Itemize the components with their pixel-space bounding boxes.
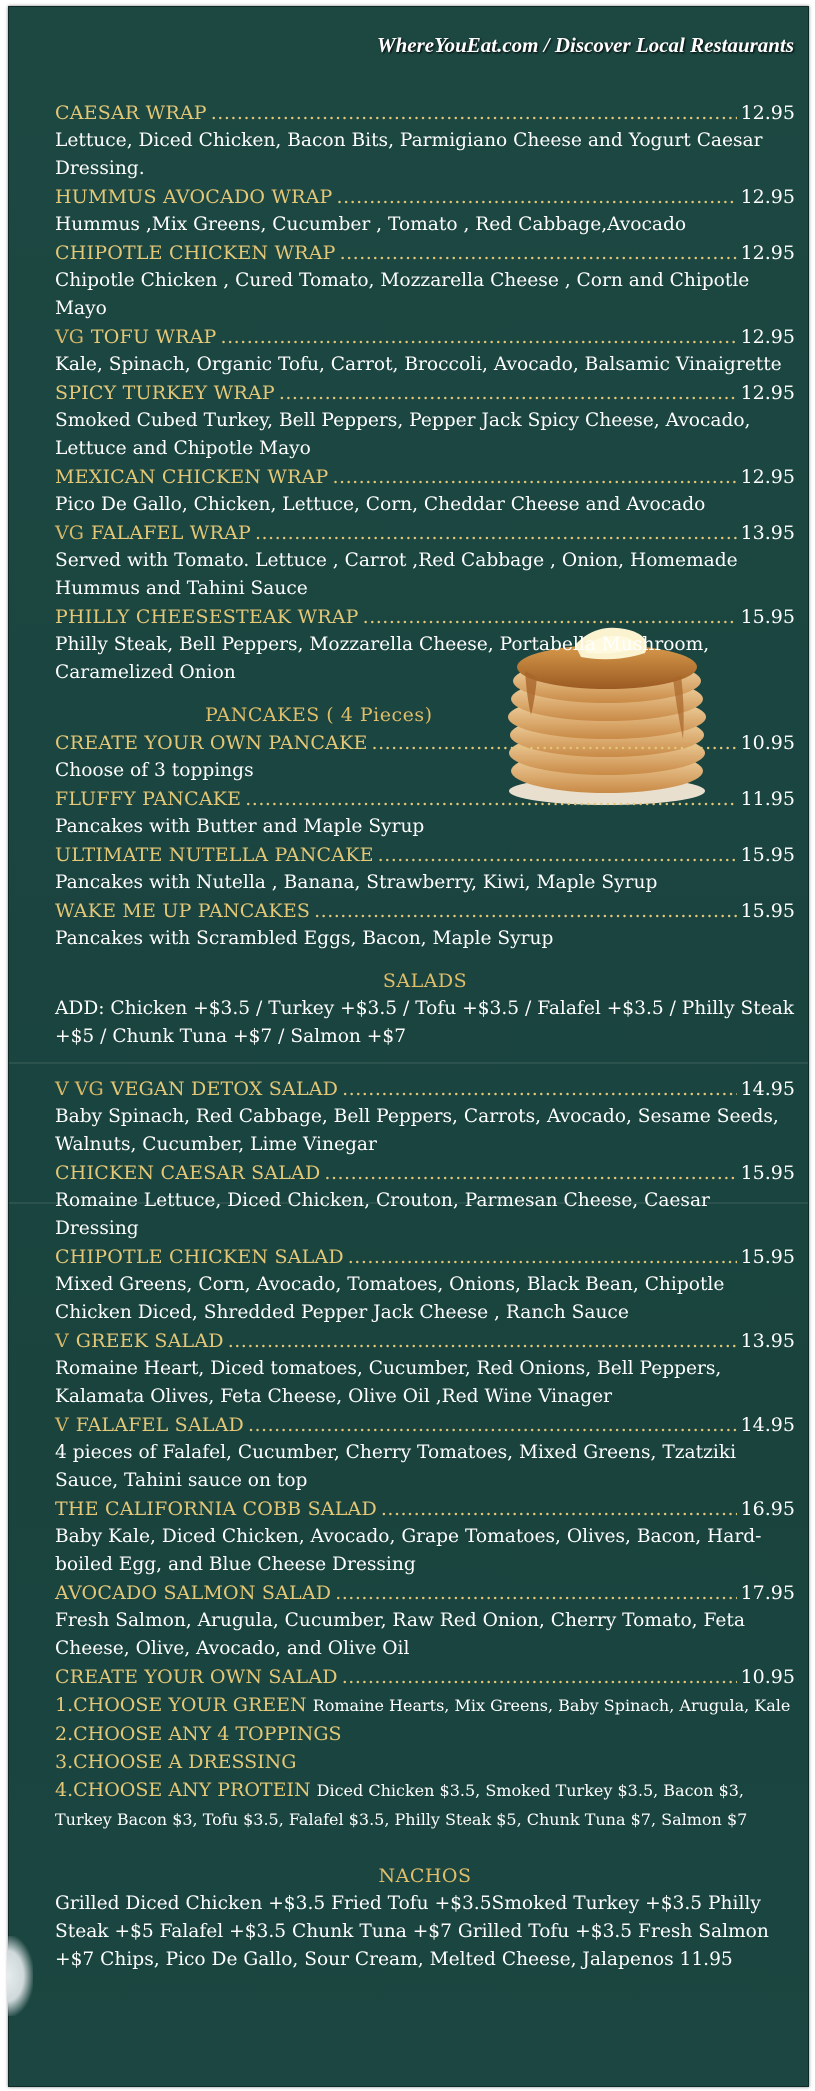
menu-item-description: Romaine Heart, Diced tomatoes, Cucumber, Red Onions, Bell Peppers, Kalamata Olives, Feta Cheese, Olive Oil ,Red Wine Vinager	[55, 1358, 722, 1407]
salads-section	[55, 1075, 795, 1691]
menu-item-price: 12.95	[740, 102, 795, 124]
dot-leader	[333, 463, 737, 491]
dot-leader	[228, 1327, 737, 1355]
menu-item-price: 15.95	[740, 1162, 795, 1184]
diet-tag: VG	[55, 522, 84, 544]
menu-item-name: CREATE YOUR OWN PANCAKE	[55, 732, 368, 754]
menu-item	[55, 239, 795, 323]
dot-leader	[363, 603, 737, 631]
menu-item-description: Baby Kale, Diced Chicken, Avocado, Grape Tomatoes, Olives, Bacon, Hard-boiled Egg, and Blue Cheese Dressing	[55, 1526, 762, 1575]
menu-item	[55, 1243, 795, 1327]
diet-tag: V VG	[55, 1078, 104, 1100]
dot-leader	[314, 897, 736, 925]
dot-leader	[335, 1579, 736, 1607]
menu-item-name: CREATE YOUR OWN SALAD	[55, 1666, 338, 1688]
menu-item-description: Choose of 3 toppings	[55, 760, 254, 781]
menu-item-name: AVOCADO SALMON SALAD	[55, 1582, 332, 1604]
salad-step-note: Turkey Bacon $3, Tofu $3.5, Falafel $3.5, Philly Steak $5, Chunk Tuna $7, Salmon $7	[55, 1810, 748, 1829]
menu-item-description: Philly Steak, Bell Peppers, Mozzarella Cheese, Portabella Mushroom, Caramelized Onion	[55, 634, 710, 683]
menu-item	[55, 1075, 795, 1159]
menu-item	[55, 379, 795, 463]
menu-item-price: 13.95	[740, 1330, 795, 1352]
menu-page	[8, 6, 809, 2087]
menu-item-name: GREEK SALAD	[75, 1330, 224, 1352]
salad-steps	[55, 1691, 795, 1834]
wraps-section	[55, 99, 795, 687]
menu-item	[55, 1159, 795, 1243]
salad-step-note: Diced Chicken $3.5, Smoked Turkey $3.5, Bacon $3,	[316, 1781, 745, 1800]
menu-item	[55, 519, 795, 603]
site-watermark: WhereYouEat.com / Discover Local Restaurants	[376, 33, 794, 57]
menu-item-row	[55, 785, 795, 813]
salad-step	[55, 1776, 795, 1805]
dot-leader	[248, 1411, 737, 1439]
menu-item-name: FLUFFY PANCAKE	[55, 788, 242, 810]
menu-item-row	[55, 519, 795, 547]
dot-leader	[348, 1243, 737, 1271]
menu-item-row	[55, 1663, 795, 1691]
menu-item-row	[55, 1075, 795, 1103]
menu-item	[55, 785, 795, 841]
dot-leader	[381, 1495, 737, 1523]
menu-item-description: Baby Spinach, Red Cabbage, Bell Peppers, Carrots, Avocado, Sesame Seeds, Walnuts, Cucumber, Lime Vinegar	[55, 1106, 779, 1155]
menu-item-name: ULTIMATE NUTELLA PANCAKE	[55, 844, 374, 866]
menu-item-description: 4 pieces of Falafel, Cucumber, Cherry Tomatoes, Mixed Greens, Tzatziki Sauce, Tahini sauce on top	[55, 1442, 737, 1491]
section-title-nachos: NACHOS	[378, 1865, 472, 1887]
menu-item-name: PHILLY CHEESESTEAK WRAP	[55, 606, 359, 628]
menu-item-description: Smoked Cubed Turkey, Bell Peppers, Pepper Jack Spicy Cheese, Avocado, Lettuce and Chipotle Mayo	[55, 410, 751, 459]
menu-item-description: Mixed Greens, Corn, Avocado, Tomatoes, Onions, Black Bean, Chipotle Chicken Diced, Shredded Pepper Jack Cheese , Ranch Sauce	[55, 1274, 725, 1323]
salad-step-label: 1.CHOOSE YOUR GREEN	[55, 1694, 307, 1716]
menu-item-price: 14.95	[740, 1414, 795, 1436]
menu-item-description: Pancakes with Scrambled Eggs, Bacon, Maple Syrup	[55, 928, 554, 949]
dot-leader	[211, 99, 737, 127]
menu-item-price: 12.95	[740, 326, 795, 348]
menu-item-price: 13.95	[740, 522, 795, 544]
salad-step-note: Romaine Hearts, Mix Greens, Baby Spinach, Arugula, Kale	[312, 1696, 791, 1715]
menu-item-price: 11.95	[740, 788, 795, 810]
menu-item	[55, 323, 795, 379]
menu-item	[55, 729, 795, 785]
menu-item-name: MEXICAN CHICKEN WRAP	[55, 466, 329, 488]
menu-item-price: 15.95	[740, 606, 795, 628]
nachos-description: Grilled Diced Chicken +$3.5 Fried Tofu +$3.5Smoked Turkey +$3.5 Philly Steak +$5 Falafel +$3.5 Chunk Tuna +$7 Grilled Tofu +$3.5 Fresh Salmon +$7 Chips, Pico De Gallo, Sour Cream, Melted Cheese, Jalapenos 11.95	[55, 1893, 769, 1970]
menu-item-row	[55, 1411, 795, 1439]
menu-item-price: 12.95	[740, 186, 795, 208]
menu-item-row	[55, 729, 795, 757]
menu-item-row	[55, 897, 795, 925]
menu-item-price: 15.95	[740, 844, 795, 866]
dot-leader	[255, 519, 737, 547]
menu-item-description: Lettuce, Diced Chicken, Bacon Bits, Parmigiano Cheese and Yogurt Caesar Dressing.	[55, 130, 763, 179]
menu-item-price: 12.95	[740, 242, 795, 264]
menu-item-row	[55, 1327, 795, 1355]
diet-tag: V	[55, 1414, 69, 1436]
menu-item-row	[55, 603, 795, 631]
dot-leader	[340, 239, 737, 267]
menu-item-row	[55, 239, 795, 267]
menu-item	[55, 1411, 795, 1495]
menu-item	[55, 841, 795, 897]
menu-item-description: Served with Tomato. Lettuce , Carrot ,Red Cabbage , Onion, Homemade Hummus and Tahini Sauce	[55, 550, 738, 599]
dot-leader	[221, 323, 737, 351]
menu-item-name: CAESAR WRAP	[55, 102, 207, 124]
section-title-salads: SALADS	[382, 970, 468, 992]
salad-step-label: 2.CHOOSE ANY 4 TOPPINGS	[55, 1723, 342, 1745]
menu-item-price: 10.95	[740, 732, 795, 754]
menu-item-name: FALAFEL SALAD	[75, 1414, 244, 1436]
menu-item-name: CHICKEN CAESAR SALAD	[55, 1162, 321, 1184]
menu-item-price: 15.95	[740, 1246, 795, 1268]
dot-leader	[245, 785, 736, 813]
page-curl	[7, 1936, 33, 2016]
menu-item-description: Romaine Lettuce, Diced Chicken, Crouton, Parmesan Cheese, Caesar Dressing	[55, 1190, 710, 1239]
dot-leader	[342, 1075, 736, 1103]
menu-item-description: Hummus ,Mix Greens, Cucumber , Tomato , Red Cabbage,Avocado	[55, 214, 687, 235]
menu-item-description: Pancakes with Butter and Maple Syrup	[55, 816, 425, 837]
menu-item-description: Fresh Salmon, Arugula, Cucumber, Raw Red Onion, Cherry Tomato, Feta Cheese, Olive, Avocado, and Olive Oil	[55, 1610, 745, 1659]
menu-item	[55, 1663, 795, 1691]
dot-leader	[342, 1663, 737, 1691]
menu-item-name: TOFU WRAP	[90, 326, 217, 348]
pancakes-section	[55, 729, 795, 953]
menu-item	[55, 1495, 795, 1579]
menu-item	[55, 897, 795, 953]
section-title-pancakes: PANCAKES ( 4 Pieces)	[205, 704, 433, 726]
menu-item	[55, 603, 795, 687]
menu-item-row	[55, 841, 795, 869]
dot-leader	[372, 729, 737, 757]
salad-step-label: 3.CHOOSE A DRESSING	[55, 1751, 297, 1773]
salad-step	[55, 1748, 795, 1776]
menu-item-name: SPICY TURKEY WRAP	[55, 382, 275, 404]
menu-item	[55, 1579, 795, 1663]
dot-leader	[337, 183, 737, 211]
menu-item-row	[55, 1579, 795, 1607]
menu-item-row	[55, 323, 795, 351]
diet-tag: V	[55, 1330, 69, 1352]
menu-item	[55, 99, 795, 183]
menu-item-name: CHIPOTLE CHICKEN WRAP	[55, 242, 336, 264]
menu-item-name: FALAFEL WRAP	[90, 522, 251, 544]
menu-item-price: 10.95	[740, 1666, 795, 1688]
menu-item-description: Pancakes with Nutella , Banana, Strawberry, Kiwi, Maple Syrup	[55, 872, 658, 893]
salad-step	[55, 1691, 795, 1720]
menu-item-row	[55, 99, 795, 127]
menu-item-name: VEGAN DETOX SALAD	[110, 1078, 339, 1100]
menu-item-row	[55, 379, 795, 407]
menu-item-price: 16.95	[740, 1498, 795, 1520]
dot-leader	[378, 841, 737, 869]
menu-item-row	[55, 183, 795, 211]
menu-item-name: THE CALIFORNIA COBB SALAD	[55, 1498, 377, 1520]
salad-step	[55, 1720, 795, 1748]
dot-leader	[279, 379, 737, 407]
menu-item-name: WAKE ME UP PANCAKES	[55, 900, 311, 922]
menu-item-description: Pico De Gallo, Chicken, Lettuce, Corn, Cheddar Cheese and Avocado	[55, 494, 706, 515]
salad-step	[55, 1805, 795, 1834]
salads-addon: ADD: Chicken +$3.5 / Turkey +$3.5 / Tofu +$3.5 / Falafel +$3.5 / Philly Steak +$5 / Chunk Tuna +$7 / Salmon +$7	[55, 998, 795, 1047]
menu-item-description: Kale, Spinach, Organic Tofu, Carrot, Broccoli, Avocado, Balsamic Vinaigrette	[55, 354, 782, 375]
menu-item-price: 12.95	[740, 382, 795, 404]
menu-item-row	[55, 1495, 795, 1523]
menu-item	[55, 463, 795, 519]
dot-leader	[324, 1159, 736, 1187]
menu-item-row	[55, 1159, 795, 1187]
menu-item	[55, 183, 795, 239]
menu-item	[55, 1327, 795, 1411]
menu-item-row	[55, 1243, 795, 1271]
menu-item-price: 15.95	[740, 900, 795, 922]
menu-item-description: Chipotle Chicken , Cured Tomato, Mozzarella Cheese , Corn and Chipotle Mayo	[55, 270, 750, 319]
menu-item-name: HUMMUS AVOCADO WRAP	[55, 186, 333, 208]
menu-item-price: 17.95	[740, 1582, 795, 1604]
menu-item-name: CHIPOTLE CHICKEN SALAD	[55, 1246, 344, 1268]
menu-item-price: 14.95	[740, 1078, 795, 1100]
menu-item-price: 12.95	[740, 466, 795, 488]
menu-item-row	[55, 463, 795, 491]
salad-step-label: 4.CHOOSE ANY PROTEIN	[55, 1779, 311, 1801]
diet-tag: VG	[55, 326, 84, 348]
